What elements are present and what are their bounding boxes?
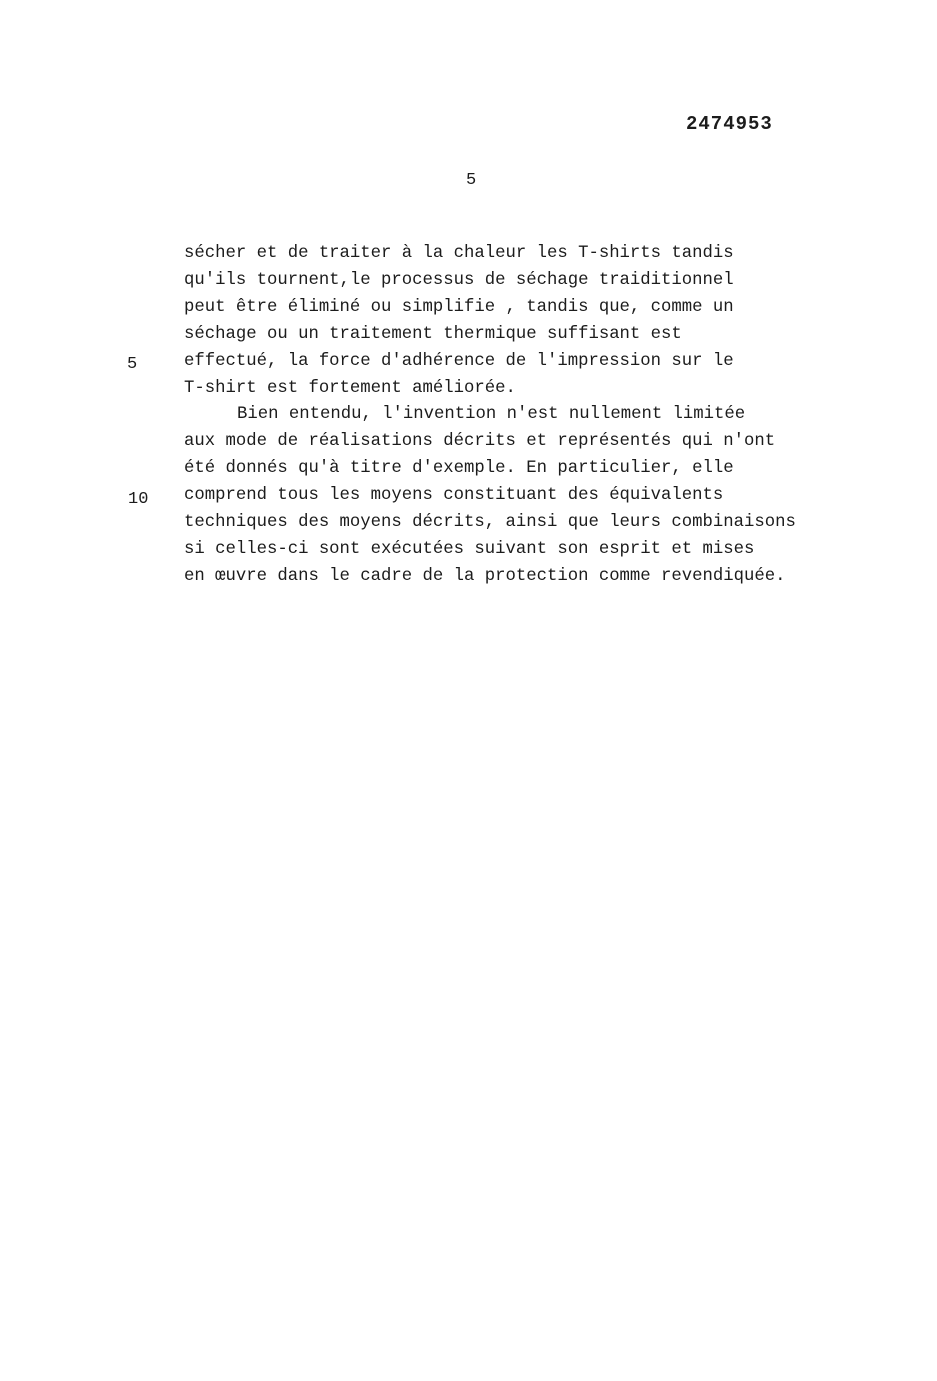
text-line: T-shirt est fortement améliorée.: [184, 379, 516, 398]
text-line: comprend tous les moyens constituant des équivalents: [184, 486, 724, 505]
text-line: aux mode de réalisations décrits et représentés qui n'ont: [184, 432, 776, 451]
text-line: effectué, la force d'adhérence de l'impression sur le: [184, 352, 734, 371]
document-number: 2474953: [686, 113, 773, 135]
text-line: sécher et de traiter à la chaleur les T-shirts tandis: [184, 244, 734, 263]
text-line: si celles-ci sont exécutées suivant son esprit et mises: [184, 540, 755, 559]
text-line: été donnés qu'à titre d'exemple. En particulier, elle: [184, 459, 734, 478]
line-number-10: 10: [128, 490, 149, 509]
text-line: techniques des moyens décrits, ainsi que leurs combinaisons: [184, 513, 796, 532]
page-number: 5: [466, 171, 477, 190]
text-line: en œuvre dans le cadre de la protection comme revendiquée.: [184, 567, 786, 586]
text-line: qu'ils tournent,le processus de séchage traiditionnel: [184, 271, 734, 290]
text-line: séchage ou un traitement thermique suffisant est: [184, 325, 682, 344]
text-line: peut être éliminé ou simplifie , tandis que, comme un: [184, 298, 734, 317]
line-number-5: 5: [127, 355, 138, 374]
text-line: Bien entendu, l'invention n'est nullement limitée: [237, 405, 746, 424]
